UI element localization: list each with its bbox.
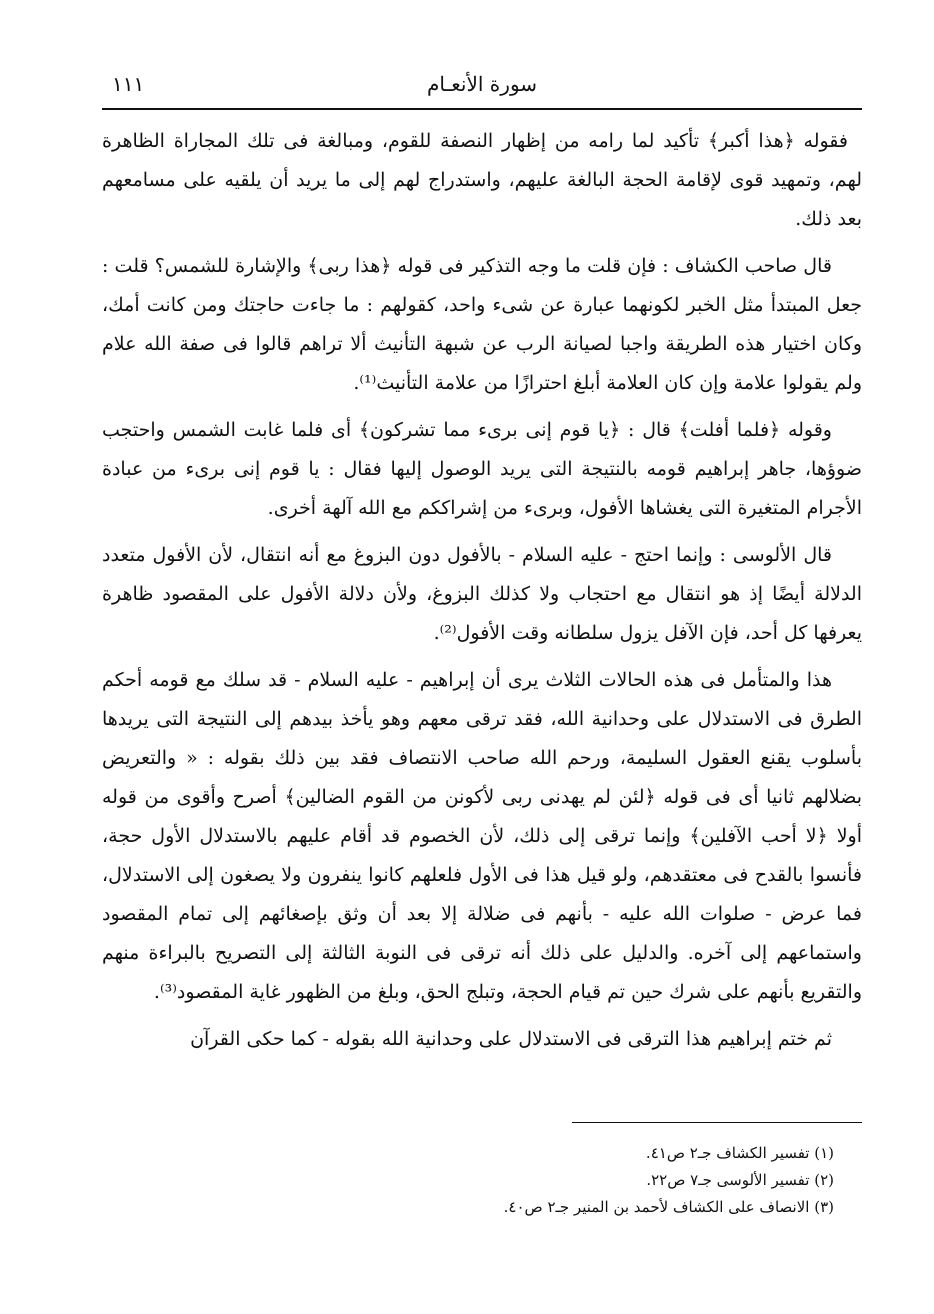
paragraph: هذا والمتأمل فى هذه الحالات الثلاث يرى أن إبراهيم - عليه السلام - قد سلك مع قومه أحكم الطرق فى الاستدلال على وحدانية الله، فقد ترقى معهم وهو يأخذ بيدهم إلى النتيجة التى يريدها بأسلوب يقنع العقول السليمة، ورحم الله صاحب الانتصاف فقد بين ذلك بقوله : « والتعريض بضلالهم ثانيا أى فى قوله ﴿لئن لم يهدنى ربى لأكونن من القوم الضالين﴾ أصرح وأقوى من قوله أولا ﴿لا أحب الآفلين﴾ وإنما ترقى إلى ذلك، لأن الخصوم قد أقام عليهم بالاستدلال الأول حجة، فأنسوا بالقدح فى معتقدهم، ولو قيل هذا فى الأول فلعلهم كانوا ينفرون ولا يصغون إلى الاستدلال، فما عرض - صلوات الله عليه - بأنهم فى ضلالة إلا بعد أن وثق بإصغائهم إلى تمام المقصود واستماعهم إلى آخره. والدليل على ذلك أنه ترقى فى النوبة الثالثة إلى التصريح بالبراءة منهم والتقريع بأنهم على شرك حين تم قيام الحجة، وتبلج الحق، وبلغ من الظهور غاية المقصود⁽³⁾. bbox=[102, 669, 862, 1003]
page-number: ١١١ bbox=[112, 72, 145, 96]
paragraph: قال صاحب الكشاف : فإن قلت ما وجه التذكير فى قوله ﴿هذا ربى﴾ والإشارة للشمس؟ قلت : جعل المبتدأ مثل الخبر لكونهما عبارة عن شىء واحد، كقولهم : ما جاءت حاجتك ومن كانت أمك، وكان اختيار هذه الطريقة واجبا لصيانة الرب عن شبهة التأنيث ألا تراهم قالوا فى صفة الله علام ولم يقولوا علامة وإن كان العلامة أبلغ احترازًا من علامة التأنيث⁽¹⁾. bbox=[102, 255, 862, 394]
paragraph: ثم ختم إبراهيم هذا الترقى فى الاستدلال على وحدانية الله بقوله - كما حكى القرآن bbox=[190, 1028, 832, 1050]
footnote-item: (٢) تفسير الألوسى جـ٧ ص٢٢. bbox=[646, 1171, 834, 1189]
surah-title: سورة الأنعـام bbox=[426, 72, 538, 96]
footnotes bbox=[300, 1140, 834, 1221]
footnote-item: (٣) الانصاف على الكشاف لأحمد بن المنير جـ٢ ص٤٠. bbox=[503, 1198, 834, 1216]
paragraph: فقوله ﴿هذا أكبر﴾ تأكيد لما رامه من إظهار النصفة للقوم، ومبالغة فى تلك المجاراة الظاهرة لهم، وتمهيد قوى لإقامة الحجة البالغة عليهم، واستدراج لهم إلى ما يريد أن يلقيه على مسامعهم بعد ذلك. bbox=[102, 130, 862, 230]
footnote-item: (١) تفسير الكشاف جـ٢ ص٤١. bbox=[645, 1144, 834, 1162]
page-header bbox=[102, 62, 862, 110]
paragraph: وقوله ﴿فلما أفلت﴾ قال : ﴿يا قوم إنى برىء مما تشركون﴾ أى فلما غابت الشمس واحتجب ضوؤها، جاهر إبراهيم قومه بالنتيجة التى يريد الوصول إليها فقال : يا قوم إنى برىء من عبادة الأجرام المتغيرة التى يغشاها الأفول، وبرىء من إشراككم مع الله آلهة أخرى. bbox=[102, 419, 862, 519]
footnote-divider bbox=[572, 1122, 862, 1123]
main-text bbox=[102, 122, 862, 1067]
paragraph: قال الألوسى : وإنما احتج - عليه السلام - بالأفول دون البزوغ مع أنه انتقال، لأن الأفول متعدد الدلالة أيضًا إذ هو انتقال مع احتجاب ولا كذلك البزوغ، ولأن دلالة الأفول على المقصود ظاهرة يعرفها كل أحد، فإن الآفل يزول سلطانه وقت الأفول⁽²⁾. bbox=[102, 544, 862, 644]
